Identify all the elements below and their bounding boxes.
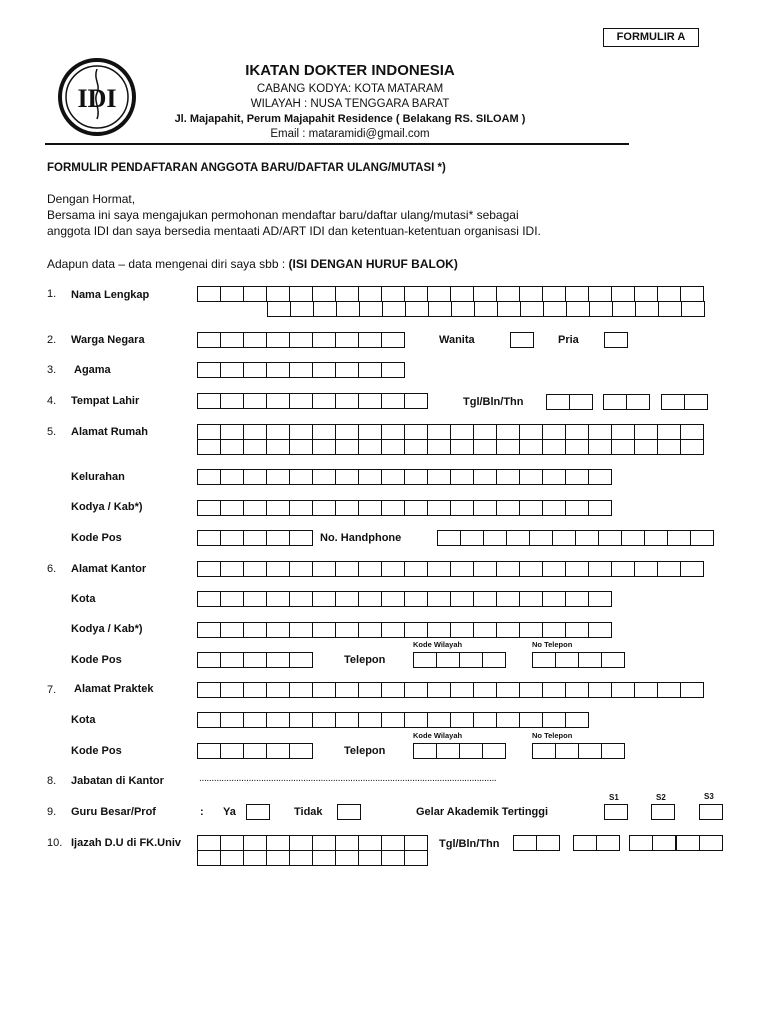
s2-checkbox[interactable] bbox=[651, 804, 675, 820]
item-number-9: 9. bbox=[47, 806, 57, 818]
kelurahan-grid[interactable] bbox=[197, 469, 612, 485]
alamat-kantor-grid[interactable] bbox=[197, 561, 704, 577]
nama-lengkap-grid-row2[interactable] bbox=[267, 301, 705, 317]
ya-label: Ya bbox=[223, 806, 236, 818]
alamat-kantor-label: Alamat Kantor bbox=[71, 563, 147, 575]
pria-checkbox[interactable] bbox=[604, 332, 628, 348]
form-title: FORMULIR PENDAFTARAN ANGGOTA BARU/DAFTAR ULANG/MUTASI *) bbox=[47, 162, 446, 174]
s3-label: S3 bbox=[704, 792, 714, 801]
wanita-label: Wanita bbox=[439, 334, 475, 346]
tgl-lahir-month[interactable] bbox=[603, 394, 650, 410]
item-number-7: 7. bbox=[47, 684, 57, 696]
item-number-6: 6. bbox=[47, 563, 57, 575]
item-number-4: 4. bbox=[47, 395, 57, 407]
form-code-tag: FORMULIR A bbox=[603, 28, 699, 47]
item-number-10: 10. bbox=[47, 837, 63, 849]
telepon-praktek-grid[interactable] bbox=[532, 743, 625, 759]
warga-negara-grid[interactable] bbox=[197, 332, 405, 348]
item-number-1: 1. bbox=[47, 288, 57, 300]
tgl-lahir-year[interactable] bbox=[661, 394, 708, 410]
tempat-lahir-label: Tempat Lahir bbox=[71, 395, 140, 407]
kodya-label: Kodya / Kab*) bbox=[71, 501, 143, 513]
pria-label: Pria bbox=[558, 334, 579, 346]
kode-wilayah-praktek-grid[interactable] bbox=[413, 743, 506, 759]
kodya-grid[interactable] bbox=[197, 500, 612, 516]
intro-line-2: anggota IDI dan saya bersedia mentaati AD/ART IDI dan ketentuan-ketentuan organisasi IDI. bbox=[47, 224, 541, 238]
kode-pos-label: Kode Pos bbox=[71, 532, 122, 544]
warga-negara-label: Warga Negara bbox=[71, 334, 145, 346]
kodya-kantor-grid[interactable] bbox=[197, 622, 612, 638]
data-instruction-text: Adapun data – data mengenai diri saya sbb : bbox=[47, 257, 289, 271]
wanita-checkbox[interactable] bbox=[510, 332, 534, 348]
telepon-kantor-label: Telepon bbox=[344, 654, 386, 666]
tidak-label: Tidak bbox=[294, 806, 323, 818]
handphone-grid[interactable] bbox=[437, 530, 714, 546]
org-address: Jl. Majapahit, Perum Majapahit Residence ( Belakang RS. SILOAM ) bbox=[174, 113, 526, 125]
org-region: WILAYAH : NUSA TENGGARA BARAT bbox=[250, 98, 450, 110]
greeting: Dengan Hormat, bbox=[47, 192, 136, 206]
org-branch: CABANG KODYA: KOTA MATARAM bbox=[256, 83, 444, 95]
idi-logo bbox=[57, 57, 137, 137]
guru-besar-colon: : bbox=[200, 806, 204, 818]
tgl-lahir-day[interactable] bbox=[546, 394, 593, 410]
item-number-8: 8. bbox=[47, 775, 57, 787]
kode-pos-praktek-grid[interactable] bbox=[197, 743, 313, 759]
data-instruction bbox=[47, 257, 458, 271]
kode-wilayah-label-kantor: Kode Wilayah bbox=[413, 640, 463, 649]
kode-pos-grid[interactable] bbox=[197, 530, 313, 546]
intro-line-1: Bersama ini saya mengajukan permohonan mendaftar baru/daftar ulang/mutasi* sebagai bbox=[47, 208, 519, 222]
jabatan-label: Jabatan di Kantor bbox=[71, 775, 164, 787]
tgl-ijazah-year-2[interactable] bbox=[676, 835, 723, 851]
tgl-lahir-label: Tgl/Bln/Thn bbox=[463, 396, 524, 408]
agama-grid[interactable] bbox=[197, 362, 405, 378]
s3-checkbox[interactable] bbox=[699, 804, 723, 820]
kota-praktek-grid[interactable] bbox=[197, 712, 589, 728]
data-instruction-bold: (ISI DENGAN HURUF BALOK) bbox=[288, 257, 458, 271]
s1-checkbox[interactable] bbox=[604, 804, 628, 820]
kodya-kantor-label: Kodya / Kab*) bbox=[71, 623, 143, 635]
gelar-label: Gelar Akademik Tertinggi bbox=[416, 806, 549, 818]
kode-pos-kantor-grid[interactable] bbox=[197, 652, 313, 668]
ijazah-grid[interactable] bbox=[197, 835, 428, 866]
telepon-kantor-grid[interactable] bbox=[532, 652, 625, 668]
kode-wilayah-label-praktek: Kode Wilayah bbox=[413, 731, 463, 740]
alamat-rumah-grid[interactable] bbox=[197, 424, 704, 455]
tgl-ijazah-label: Tgl/Bln/Thn bbox=[439, 838, 500, 850]
item-number-5: 5. bbox=[47, 426, 57, 438]
kota-kantor-label: Kota bbox=[71, 593, 96, 605]
kode-wilayah-kantor-grid[interactable] bbox=[413, 652, 506, 668]
tgl-ijazah-year-1[interactable] bbox=[629, 835, 676, 851]
org-email: Email : mataramidi@gmail.com bbox=[270, 128, 430, 140]
kelurahan-label: Kelurahan bbox=[71, 471, 125, 483]
kode-pos-kantor-label: Kode Pos bbox=[71, 654, 122, 666]
alamat-praktek-grid[interactable] bbox=[197, 682, 704, 698]
s1-label: S1 bbox=[609, 793, 619, 802]
ya-checkbox[interactable] bbox=[246, 804, 270, 820]
telepon-praktek-label: Telepon bbox=[344, 745, 386, 757]
jabatan-fill-line[interactable]: ........................................................................................................................ bbox=[199, 773, 497, 784]
ijazah-label: Ijazah D.U di FK.Univ bbox=[71, 837, 182, 849]
tempat-lahir-grid[interactable] bbox=[197, 393, 428, 409]
alamat-praktek-label: Alamat Praktek bbox=[74, 683, 154, 695]
no-telepon-label-kantor: No Telepon bbox=[532, 640, 573, 649]
kota-praktek-label: Kota bbox=[71, 714, 96, 726]
alamat-rumah-label: Alamat Rumah bbox=[71, 426, 149, 438]
s2-label: S2 bbox=[656, 793, 666, 802]
handphone-label: No. Handphone bbox=[320, 532, 402, 544]
nama-lengkap-grid[interactable] bbox=[197, 286, 704, 302]
kota-kantor-grid[interactable] bbox=[197, 591, 612, 607]
nama-lengkap-label: Nama Lengkap bbox=[71, 289, 150, 301]
no-telepon-label-praktek: No Telepon bbox=[532, 731, 573, 740]
tidak-checkbox[interactable] bbox=[337, 804, 361, 820]
tgl-ijazah-day[interactable] bbox=[513, 835, 560, 851]
item-number-3: 3. bbox=[47, 364, 57, 376]
item-number-2: 2. bbox=[47, 334, 57, 346]
agama-label: Agama bbox=[74, 364, 111, 376]
tgl-ijazah-month[interactable] bbox=[573, 835, 620, 851]
header-divider bbox=[45, 143, 629, 145]
guru-besar-label: Guru Besar/Prof bbox=[71, 806, 156, 818]
org-name: IKATAN DOKTER INDONESIA bbox=[245, 62, 455, 79]
kode-pos-praktek-label: Kode Pos bbox=[71, 745, 122, 757]
logo-text: IDI bbox=[77, 84, 117, 113]
